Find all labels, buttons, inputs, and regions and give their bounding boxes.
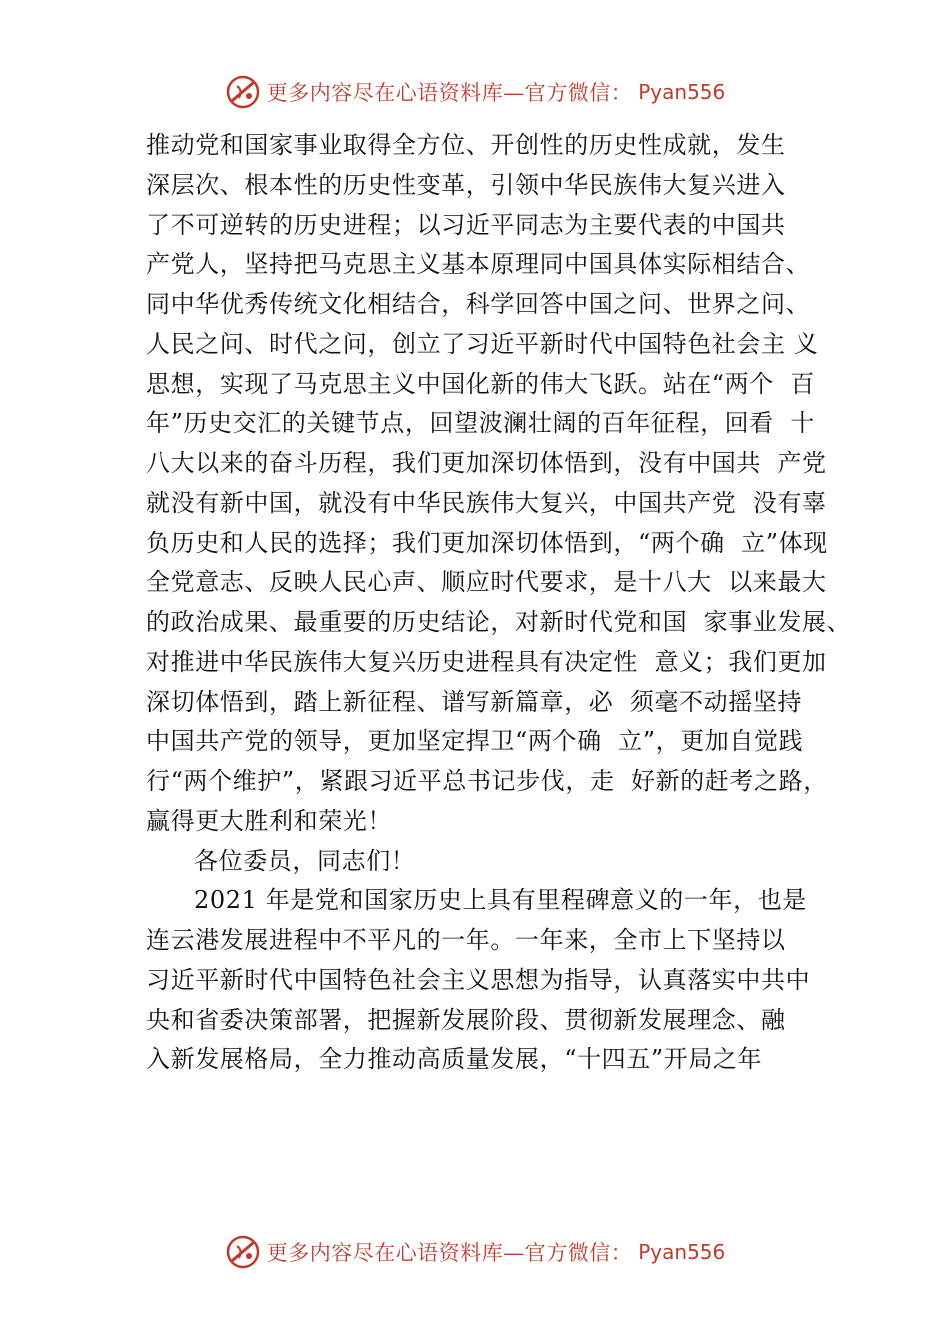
text-line: 年”历史交汇的关键节点，回望波澜壮阔的百年征程，回看 十 bbox=[146, 409, 815, 438]
text-line: 了不可逆转的历史进程；以习近平同志为主要代表的中国共 bbox=[146, 210, 786, 239]
banner-text: 更多内容尽在心语资料库—官方微信： bbox=[266, 81, 633, 105]
text-line: 八大以来的奋斗历程，我们更加深切体悟到，没有中国共 产党 bbox=[146, 449, 827, 477]
text-line: 赢得更大胜利和荣光！ bbox=[146, 806, 392, 835]
text-line: 各位委员，同志们！ bbox=[194, 846, 416, 875]
text-line: 2021 年是党和国家历史上具有里程碑意义的一年，也是 bbox=[194, 886, 807, 915]
text-line: 行“两个维护”，紧跟习近平总书记步伐，走 好新的赶考之路， bbox=[146, 767, 828, 795]
text-line: 连云港发展进程中不平凡的一年。一年来，全市上下坚持以 bbox=[146, 926, 786, 954]
text-line: 全党意志、反映人民心声、顺应时代要求，是十八大 以来最大 bbox=[146, 568, 827, 597]
text-line: 推动党和国家事业取得全方位、开创性的历史性成就，发生 bbox=[146, 131, 786, 159]
text-line: 负历史和人民的选择；我们更加深切体悟到，“两个确 立”体现 bbox=[146, 528, 828, 557]
text-line: 深层次、根本性的历史性变革，引领中华民族伟大复兴进入 bbox=[146, 170, 786, 199]
text-line: 就没有新中国，就没有中华民族伟大复兴，中国共产党 没有辜 bbox=[146, 488, 827, 517]
seal-logo-icon bbox=[225, 74, 261, 110]
text-line: 同中华优秀传统文化相结合，科学回答中国之问、世界之问、 bbox=[146, 290, 811, 318]
seal-logo-icon bbox=[225, 1234, 261, 1270]
text-line: 入新发展格局，全力推动高质量发展，“十四五”开局之年 bbox=[146, 1045, 763, 1074]
banner-text: 更多内容尽在心语资料库—官方微信： bbox=[266, 1241, 633, 1265]
text-line: 央和省委决策部署，把握新发展阶段、贯彻新发展理念、融 bbox=[146, 1005, 786, 1034]
text-line: 中国共产党的领导，更加坚定捍卫“两个确 立”，更加自觉践 bbox=[146, 727, 804, 756]
text-line: 思想，实现了马克思主义中国化新的伟大飞跃。站在“两个 百 bbox=[146, 369, 815, 398]
text-line: 习近平新时代中国特色社会主义思想为指导，认真落实中共中 bbox=[146, 965, 811, 994]
banner-wechat-id: Pyan556 bbox=[638, 80, 726, 104]
text-line: 对推进中华民族伟大复兴历史进程具有决定性 意义；我们更加 bbox=[146, 647, 827, 676]
banner-wechat-id: Pyan556 bbox=[638, 1240, 726, 1264]
text-line: 人民之问、时代之问，创立了习近平新时代中国特色社会主 义 bbox=[146, 329, 819, 358]
text-line: 深切体悟到，踏上新征程、谱写新篇章，必 须毫不动摇坚持 bbox=[146, 687, 803, 716]
header-banner bbox=[0, 70, 950, 114]
footer-banner bbox=[0, 1230, 950, 1274]
text-line: 的政治成果、最重要的历史结论，对新时代党和国 家事业发展、 bbox=[146, 608, 852, 636]
document-body bbox=[146, 126, 852, 1080]
text-line: 产党人，坚持把马克思主义基本原理同中国具体实际相结合、 bbox=[146, 250, 811, 279]
